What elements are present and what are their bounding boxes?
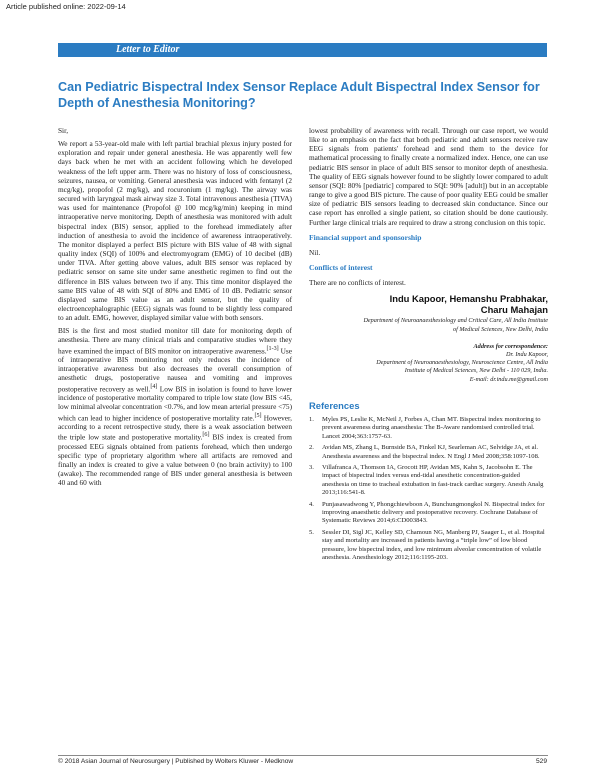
- correspondence-email[interactable]: E-mail: dr.indu.me@gmail.com: [469, 375, 548, 383]
- section-banner: [58, 43, 547, 57]
- references-heading: References: [309, 399, 360, 411]
- case-paragraph: We report a 53-year-old male with left partial brachial plexus injury posted for exploration and repair under general anesthesia. He was apparently well few days back when he met with an accident following which he developed weakness of the left upper arm. There was no history of loss of consciousness, seizures, nausea, or vomiting. General anesthesia was induced with fentanyl (2 mcg/kg), propofol (2 mg/kg), and rocuronium (1 mg/kg). The airway was secured with laryngeal mask airway size 3. Total intravenous anesthesia (TIVA) was used for maintenance (Propofol @ 100 mcg/kg/min) keeping in mind intraoperative nerve monitoring. Depth of anesthesia was monitored with adult bispectral index (BIS) sensor, applied to the forehead immediately after induction of anesthesia to avoid the incidence of awareness intraoperatively. The monitor displayed a perfect BIS picture with BIS value of 48 with signal quality index (SQI) of 100% and electromyogram (EMG) of 10 decibel (dB) under TIVA. After getting above values, adult BIS sensor was replaced by pediatric sensor on same site under same anesthetic regimen to find out the difference in BIS values between two if any. This time monitor displayed the same BIS value of 48 with SQI of 80% and EMG of 10 dB. Pediatric sensor displayed same BIS value as an adult sensor, but the quality of electroencephalographic (EEG) signals was found to be slightly less compared to an adult. EMG, however, displayed similar value with both sensors.: [58, 139, 292, 323]
- citation: [6]: [202, 432, 210, 439]
- left-column: [58, 126, 292, 491]
- correspondence-heading: Address for correspondence:: [473, 342, 548, 350]
- references-list: [309, 416, 548, 563]
- reference-item: 5. Sessler DI, Sigl JC, Kelley SD, Chamoun NG, Manberg PJ, Saager L, et al. Hospital stay and mortality are increased in patients having a “triple low” of low blood pressure, low bispectral index, and low minimum alveolar concentration of volatile anesthesia. Anesthesiology 2012;116:1195-203.: [309, 528, 545, 561]
- author-names: Indu Kapoor, Hemanshu Prabhakar, Charu Mahajan: [389, 293, 548, 316]
- citation: [4]: [150, 383, 158, 390]
- reference-item: 1. Myles PS, Leslie K, McNeil J, Forbes A, Chan MT. Bispectral index monitoring to prevent awareness during anaesthesia: The B-Aware randomised controlled trial. Lancet 2004;363:1757-63.: [309, 415, 541, 440]
- conclusion-paragraph: lowest probability of awareness with recall. Through our case report, we would like to an emphasis on the fact that both pediatric and adult sensors receive raw EEG signals from patients' forehead and send them to the device for mathematical processing to finally create a normalized index. Hence, one can use pediatric BIS sensor in place of adult BIS sensor to monitor depth of anesthesia. The quality of EEG signals however found to be slightly lower compared to adult sensor (SQI: 80% [pediatric] compared to SQI: 90% [adult]) but in an acceptable range to give a good BIS picture. The cause of poor quality EEG could be smaller size of pediatric BIS sensors leading to decreased skin conductance. Since our case report has enrolled a single patient, so citation should be done cautiously. Further large clinical trials are required to draw a strong conclusion on this topic.: [309, 126, 548, 227]
- reference-item: 2. Avidan MS, Zhang L, Burnside BA, Finkel KJ, Searleman AC, Selvidge JA, et al. Anesthesia awareness and the bispectral index. N Engl J Med 2008;358:1097-108.: [309, 444, 540, 460]
- right-column: [309, 126, 548, 565]
- conflicts-heading: Conflicts of interest: [309, 263, 373, 273]
- citation: [5]: [254, 412, 262, 419]
- publication-date: Article published online: 2022-09-14: [6, 2, 126, 11]
- page-number: 529: [535, 758, 547, 765]
- section-label: Letter to Editor: [116, 44, 180, 55]
- author-affiliation: Department of Neuroanaesthesiology and Critical Care, All India Institute of Medical Sciences, New Delhi, India: [363, 317, 548, 333]
- correspondence-address: Dr. Indu Kapoor, Department of Neuroanaesthesiology, Neuroscience Centre, All India Institute of Medical Sciences, New Delhi - 110 029, India. E-mail: dr.indu.me@gmail.com: [309, 351, 548, 384]
- citation: [1-3]: [266, 345, 279, 352]
- salutation: Sir,: [58, 126, 69, 135]
- footer-divider: [58, 755, 548, 756]
- discussion-paragraph: BIS is the first and most studied monitor till date for monitoring depth of anesthesia. There are many clinical trials and comparative studies where they have examined the impact of BIS monitor on intraoperative awareness.[1-3] Use of intraoperative BIS monitoring not only reduces the incidence of intraoperative awareness but also decreases the overall consumption of anesthetic drugs, postoperative nausea and vomiting and improves postoperative recovery as well.[4] Low BIS in isolation is found to have lower incidence of postoperative mortality compared to triple low state (low BIS <45, low minimal alveolar concentration <0.7%, and low mean arterial pressure <75) which can lead to higher incidence of postoperative mortality rate.[5] However, according to a recent retrospective study, there is a weak association between the triple low state and postoperative mortality.[6] BIS index is created from processed EEG signals obtained from patients forehead, which then undergo specific type of proprietary algorithm where all artifacts are removed and finally an index is created to give a value between 0 (no brain activity) to 100 (awake). The recommended range of BIS under general anesthesia is between 40 and 60 with: [58, 326, 292, 488]
- article-title: Can Pediatric Bispectral Index Sensor Replace Adult Bispectral Index Sensor for Depth of Anesthesia Monitoring?: [58, 80, 540, 110]
- conflicts-text: There are no conflicts of interest.: [309, 278, 406, 288]
- funding-text: Nil.: [309, 247, 321, 257]
- reference-item: 3. Villafranca A, Thomson IA, Grocott HP, Avidan MS, Kahn S, Jacobsohn E. The impact of bispectral index versus end-tidal anesthetic concentration-guided anesthesia on time to tracheal extubation in fast-track cardiac surgery. Anesth Analg 2013;116:541-8.: [309, 463, 544, 497]
- reference-item: 4. Punjasawadwong Y, Phongchiewboon A, Bunchungmongkol N. Bispectral index for improving anaesthetic delivery and postoperative recovery. Cochrane Database of Systematic Reviews 2014;6:CD003843.: [309, 500, 545, 525]
- funding-heading: Financial support and sponsorship: [309, 232, 422, 242]
- footer-copyright: © 2018 Asian Journal of Neurosurgery | Published by Wolters Kluwer - Medknow: [58, 758, 294, 765]
